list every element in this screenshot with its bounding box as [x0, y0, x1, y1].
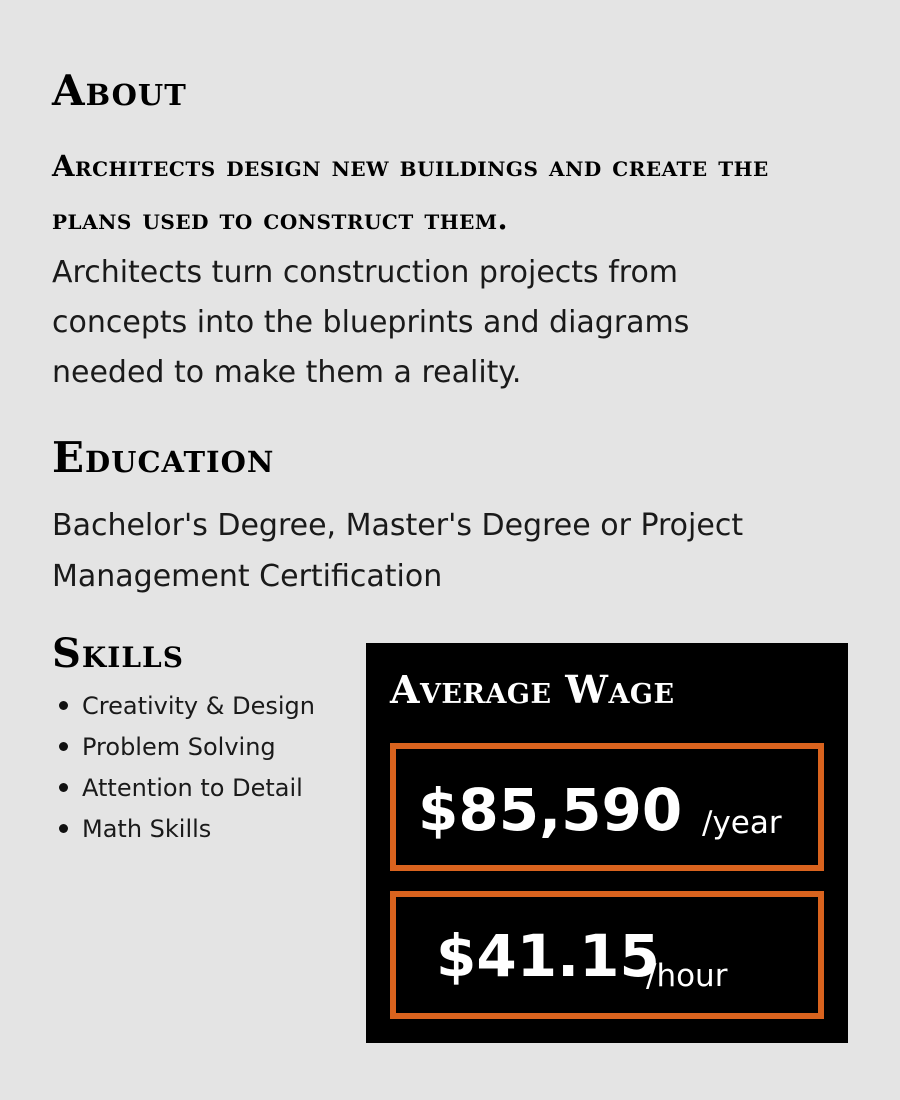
bullet-icon [59, 701, 68, 710]
skill-label: Math Skills [82, 815, 212, 843]
bullet-icon [59, 742, 68, 751]
list-item [52, 809, 362, 850]
skill-label: Creativity & Design [82, 692, 315, 720]
about-description: Architects turn construction projects from concepts into the blueprints and diagrams needed to make them a reality. [52, 255, 690, 390]
bullet-icon [59, 783, 68, 792]
average-wage-title: Average Wage [390, 667, 675, 712]
education-heading: Education [52, 433, 275, 482]
skills-heading: Skills [52, 630, 184, 677]
average-wage-panel [366, 643, 848, 1043]
skill-label: Attention to Detail [82, 774, 303, 802]
list-item [52, 686, 362, 727]
about-heading: About [52, 66, 187, 115]
education-description: Bachelor's Degree, Master's Degree or Project Management Certification [52, 508, 744, 594]
hourly-wage-unit: /hour [646, 958, 728, 994]
bullet-icon [59, 824, 68, 833]
yearly-wage-amount: $85,590 [418, 776, 683, 844]
list-item [52, 727, 362, 768]
yearly-wage-box [390, 743, 824, 871]
skills-list [52, 686, 362, 850]
list-item [52, 768, 362, 809]
skill-label: Problem Solving [82, 733, 276, 761]
yearly-wage-unit: /year [702, 805, 782, 841]
about-subtitle: Architects design new buildings and create the plans used to construct them. [52, 149, 769, 236]
hourly-wage-amount: $41.15 [436, 922, 660, 990]
hourly-wage-box [390, 891, 824, 1019]
